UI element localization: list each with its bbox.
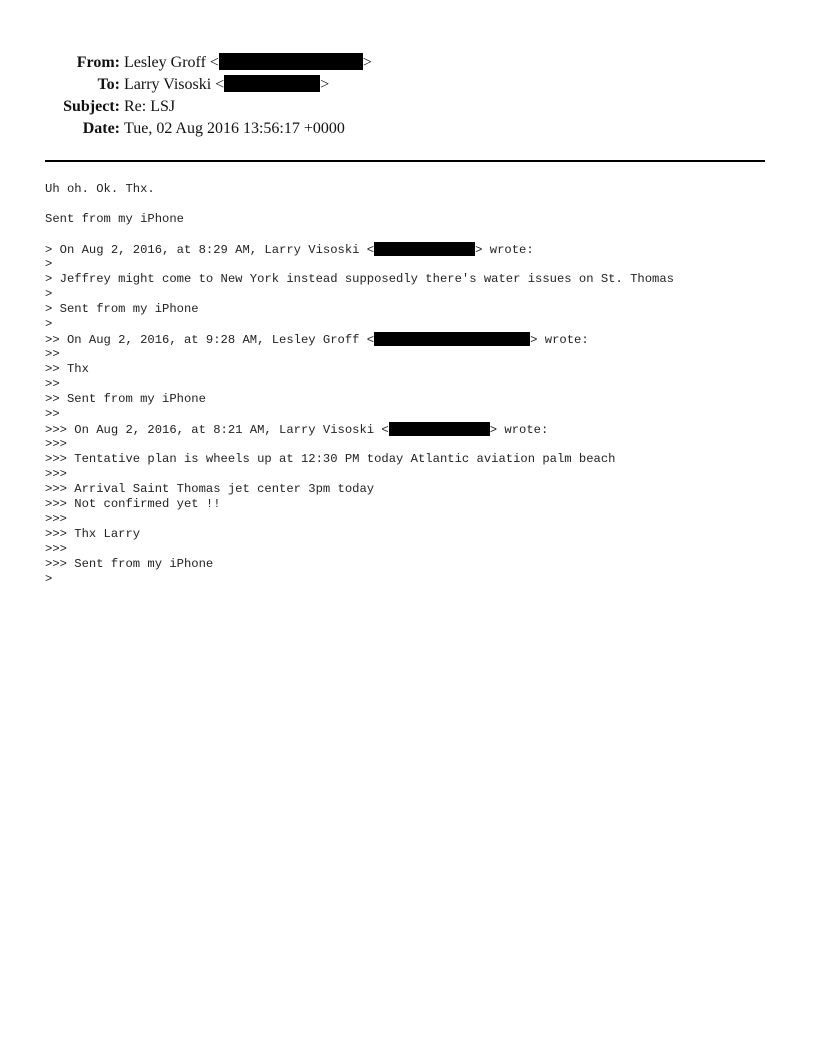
- to-close: >: [320, 76, 330, 93]
- to-value: [124, 74, 329, 96]
- quote-line: >>> Not confirmed yet !!: [45, 497, 221, 511]
- quote-line: > Jeffrey might come to New York instead supposedly there's water issues on St. Thomas: [45, 272, 674, 286]
- from-close: >: [362, 54, 372, 71]
- quote-attribution: [45, 242, 785, 257]
- attribution-suffix: > wrote:: [489, 423, 549, 437]
- quote-line: >>: [45, 377, 60, 391]
- email-header: [0, 52, 816, 140]
- attribution-text: > On Aug 2, 2016, at 8:29 AM, Larry Visoski <: [45, 243, 375, 257]
- header-divider: [45, 160, 765, 162]
- quote-line: >>> Thx Larry: [45, 527, 141, 541]
- from-row: [0, 52, 816, 74]
- body-line: Sent from my iPhone: [45, 212, 184, 226]
- from-label: From:: [76, 54, 120, 71]
- quote-line: > Sent from my iPhone: [45, 302, 199, 316]
- quote-line: >>>: [45, 437, 67, 451]
- subject-label: Subject:: [63, 98, 120, 115]
- quote-line: >: [45, 257, 53, 271]
- quote-attribution: [45, 422, 785, 437]
- attribution-text: >>> On Aug 2, 2016, at 8:21 AM, Larry Visoski <: [45, 423, 389, 437]
- date-row: [0, 118, 816, 140]
- email-body: [45, 182, 785, 587]
- quote-line: >>: [45, 347, 60, 361]
- date-value: Tue, 02 Aug 2016 13:56:17 +0000: [124, 120, 345, 137]
- body-line: Uh oh. Ok. Thx.: [45, 182, 155, 196]
- quote-attribution: [45, 332, 785, 347]
- to-label: To:: [97, 76, 120, 93]
- subject-value: Re: LSJ: [124, 98, 176, 115]
- quote-line: >: [45, 572, 53, 586]
- redaction-block: [389, 422, 490, 436]
- quote-line: >>> Sent from my iPhone: [45, 557, 214, 571]
- quote-line: >: [45, 287, 53, 301]
- quote-line: >>>: [45, 542, 67, 556]
- quote-line: >>> Tentative plan is wheels up at 12:30 PM today Atlantic aviation palm beach: [45, 452, 616, 466]
- blank-line: [45, 227, 785, 242]
- redaction-block: [374, 332, 530, 346]
- from-value: [124, 52, 372, 74]
- date-label: Date:: [82, 120, 120, 137]
- to-name: Larry Visoski <: [124, 76, 225, 93]
- redaction-block: [224, 75, 320, 92]
- attribution-suffix: > wrote:: [475, 243, 534, 257]
- quote-line: >> Thx: [45, 362, 89, 376]
- redaction-block: [219, 53, 363, 70]
- blank-line: [45, 197, 785, 212]
- quote-line: >>>: [45, 512, 67, 526]
- from-name: Lesley Groff <: [124, 54, 219, 71]
- attribution-suffix: > wrote:: [530, 333, 589, 347]
- quote-line: >: [45, 317, 53, 331]
- attribution-text: >> On Aug 2, 2016, at 9:28 AM, Lesley Groff <: [45, 333, 375, 347]
- subject-row: [0, 96, 816, 118]
- quote-line: >>>: [45, 467, 67, 481]
- to-row: [0, 74, 816, 96]
- quote-line: >> Sent from my iPhone: [45, 392, 206, 406]
- quote-line: >>: [45, 407, 60, 421]
- redaction-block: [374, 242, 475, 256]
- quote-line: >>> Arrival Saint Thomas jet center 3pm today: [45, 482, 375, 496]
